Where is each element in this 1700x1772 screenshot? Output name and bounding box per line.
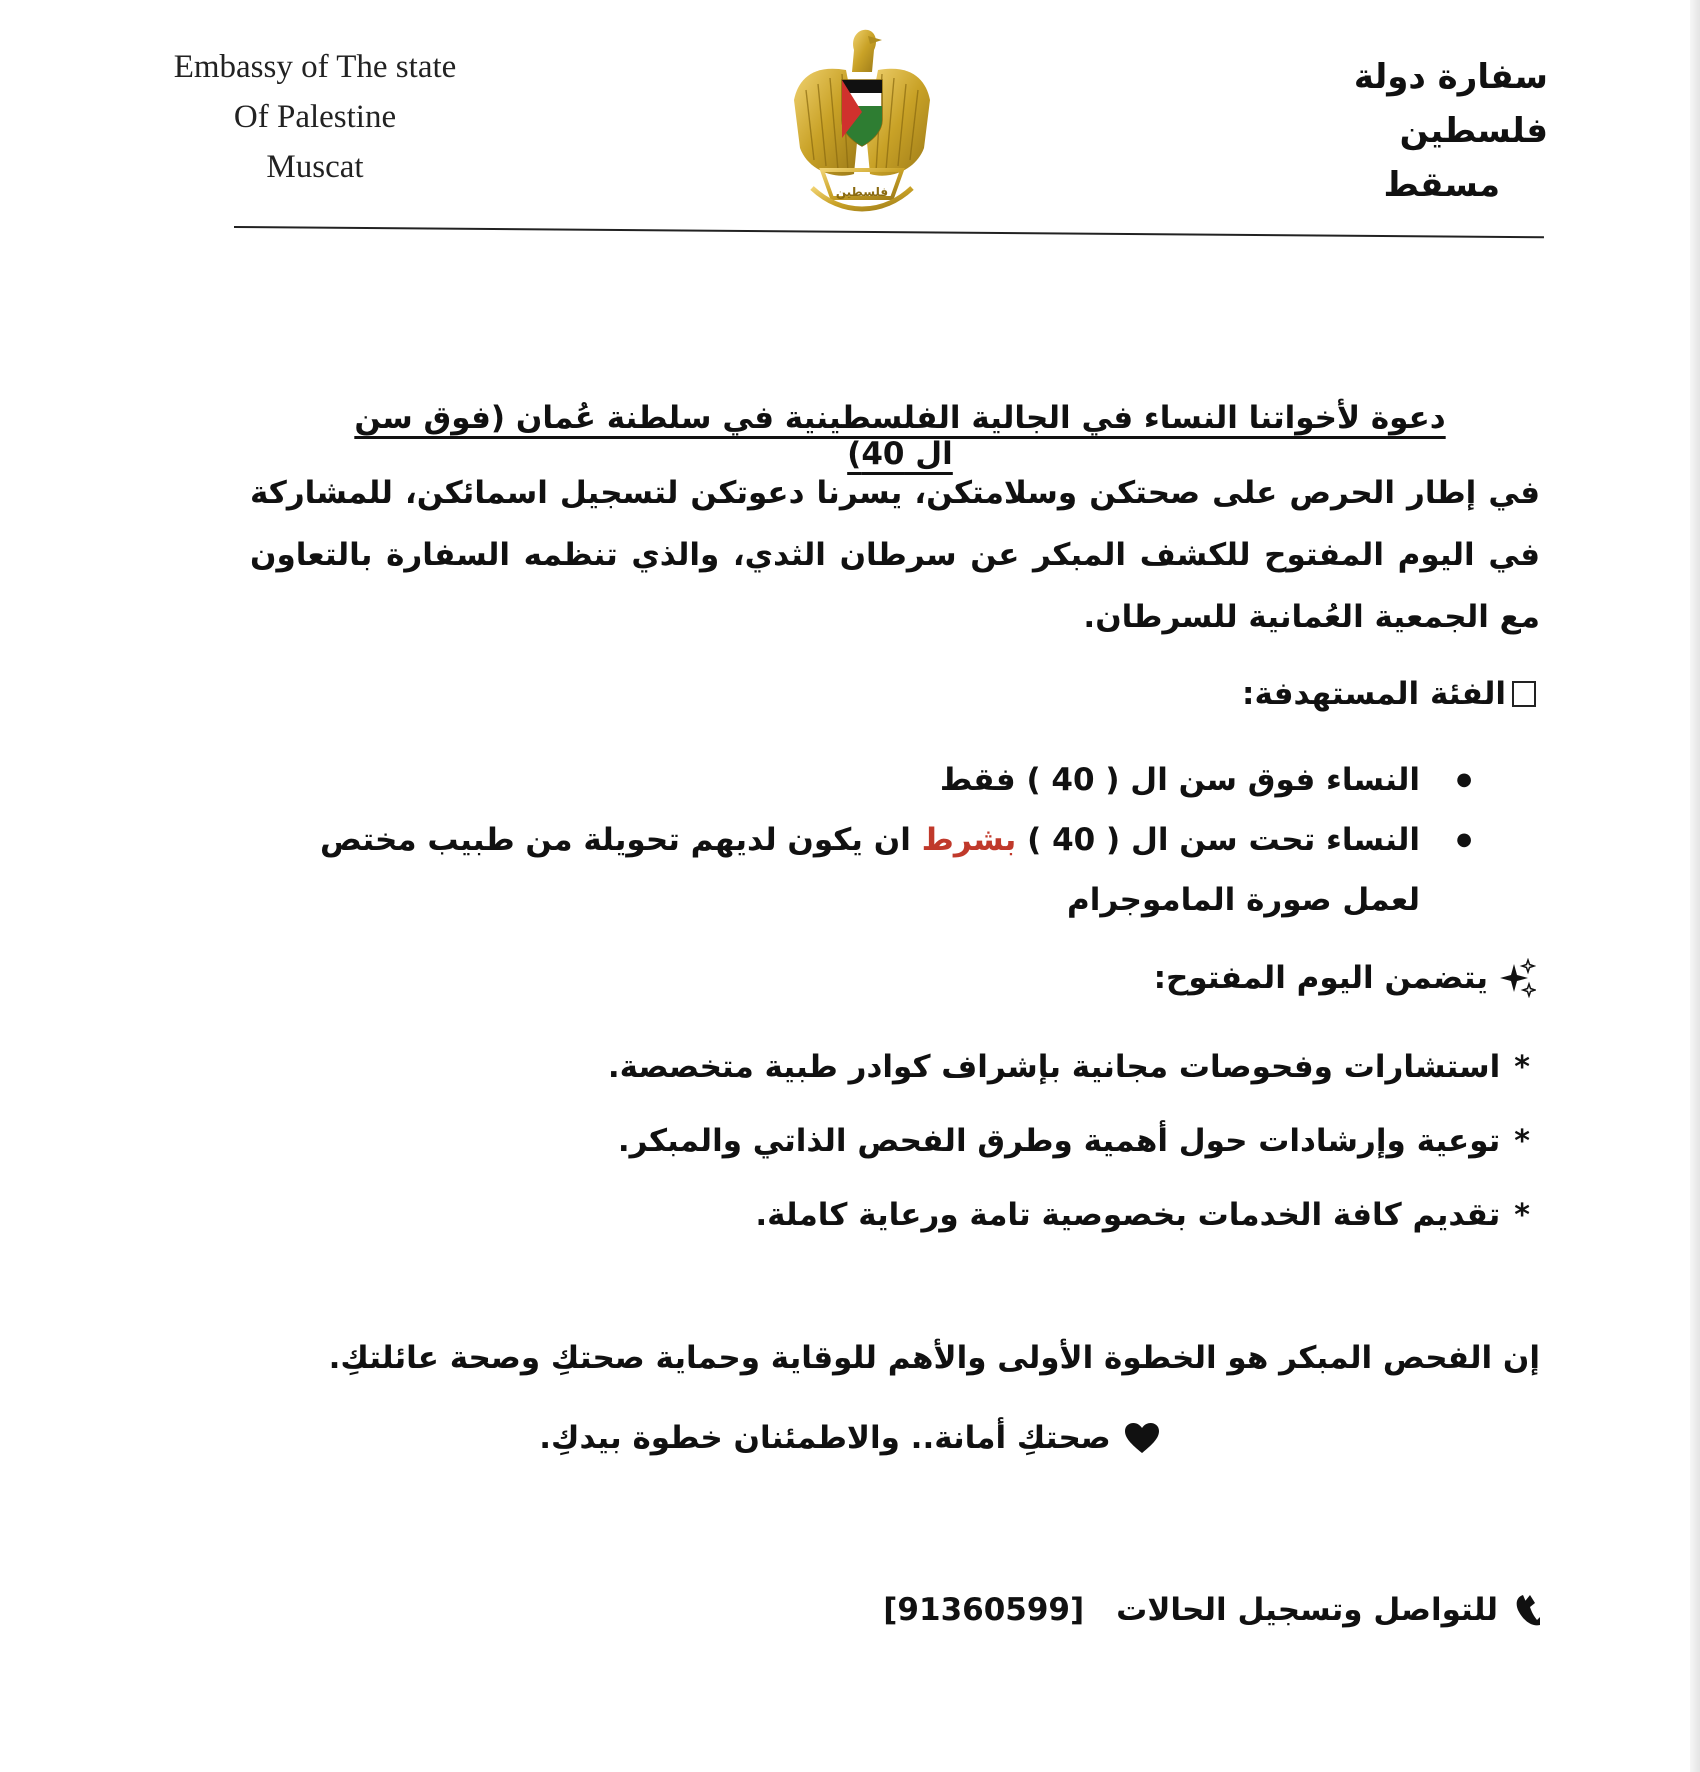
page-edge [1690, 0, 1700, 1772]
letterhead-english-line-3: Muscat [266, 149, 364, 185]
contact-number: [91360599] [883, 1592, 1085, 1628]
asterisk-bullet: * [1514, 1123, 1530, 1159]
closing-slogan [400, 1420, 1300, 1456]
includes-item-text: توعية وإرشادات حول أهمية وطرق الفحص الذاتي والمبكر. [617, 1123, 1501, 1159]
target-group-item-1 [260, 750, 1470, 810]
letterhead-english-line-2: Of Palestine [233, 99, 397, 135]
includes-item [330, 1030, 1530, 1104]
intro-paragraph: في إطار الحرص على صحتكن وسلامتكن، يسرنا دعوتكن لتسجيل اسمائكن، للمشاركة في اليوم المفتوح للكشف المبكر عن سرطان الثدي، والذي تنظمه السفارة بالتعاون مع الجمعية العُمانية للسرطان. [250, 475, 1540, 635]
includes-heading [1154, 958, 1536, 998]
includes-item [330, 1104, 1530, 1178]
includes-list [330, 1030, 1530, 1252]
target-group-item-1-text: النساء فوق سن ال ( 40 ) فقط [939, 762, 1420, 798]
asterisk-bullet: * [1514, 1197, 1530, 1233]
letterhead-arabic-name: سفارة دولة فلسطين [1353, 57, 1548, 151]
invitation-title-text: دعوة لأخواتنا النساء في الجالية الفلسطينية في سلطنة عُمان (فوق سن ال 40) [354, 400, 1446, 472]
includes-item [330, 1178, 1530, 1252]
contact-line [883, 1592, 1540, 1628]
phone-icon [1510, 1593, 1540, 1627]
closing-statement: إن الفحص المبكر هو الخطوة الأولى والأهم للوقاية وحماية صحتكِ وصحة عائلتكِ. [328, 1340, 1540, 1376]
letterhead-arabic [1208, 50, 1548, 212]
condition-word: بشرط [921, 822, 1017, 858]
emblem-caption: فلسطين [835, 185, 889, 199]
target-group-item-2-after: ان يكون لديهم تحويلة من طبيب مختص لعمل صورة الماموجرام [320, 822, 1420, 918]
target-group-item-2 [260, 810, 1470, 930]
palestine-emblem-icon [782, 20, 942, 220]
header-divider [234, 226, 1544, 238]
target-group-list [260, 750, 1470, 930]
closing-slogan-text: صحتكِ أمانة.. والاطمئنان خطوة بيدكِ. [539, 1420, 1111, 1456]
target-group-item-2-before: النساء تحت سن ال ( 40 ) [1027, 822, 1420, 858]
includes-item-text: تقديم كافة الخدمات بخصوصية تامة ورعاية كاملة. [755, 1197, 1501, 1233]
letterhead-english [150, 42, 480, 192]
asterisk-bullet: * [1514, 1049, 1530, 1085]
target-group-heading [1242, 676, 1536, 712]
contact-label: للتواصل وتسجيل الحالات [1116, 1592, 1498, 1628]
heart-icon [1123, 1421, 1161, 1455]
letterhead-arabic-city: مسقط [1383, 165, 1500, 205]
target-group-heading-text: الفئة المستهدفة: [1242, 676, 1506, 712]
sparkle-icon [1496, 958, 1536, 998]
checkbox-icon [1512, 681, 1536, 707]
letterhead-english-line-1: Embassy of The state [173, 49, 457, 85]
includes-item-text: استشارات وفحوصات مجانية بإشراف كوادر طبية متخصصة. [607, 1049, 1501, 1085]
includes-heading-text: يتضمن اليوم المفتوح: [1153, 960, 1488, 996]
